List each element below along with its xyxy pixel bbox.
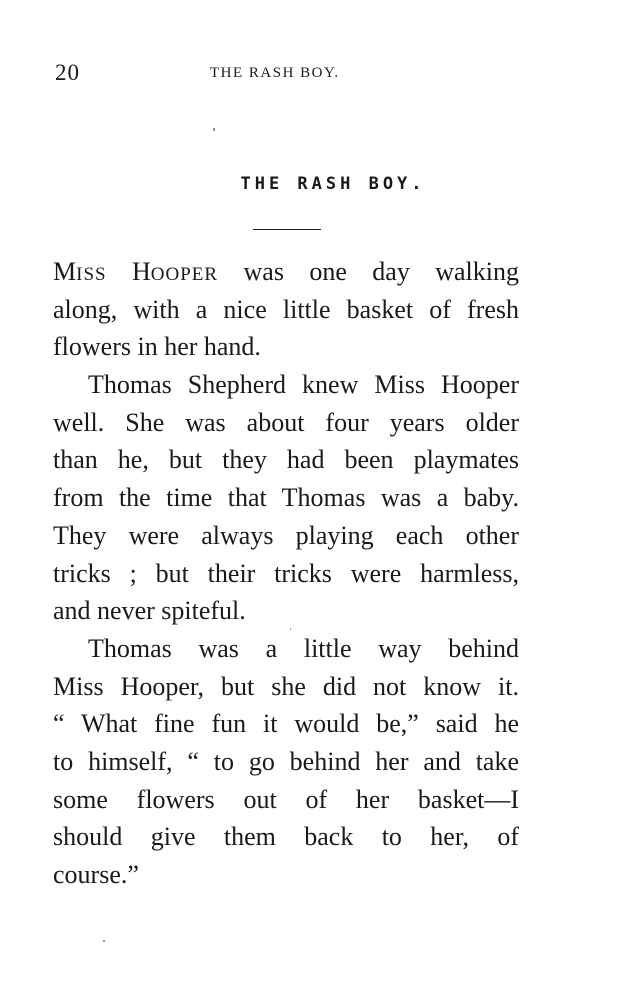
text-line: and never spiteful. — [53, 596, 246, 626]
text-line: course.” — [53, 860, 139, 889]
page-number: 20 — [55, 60, 80, 85]
text-line: along, with a nice little basket of fresh — [53, 294, 519, 324]
text-line: Thomas was a little way behind — [88, 633, 519, 663]
text-line: than he, but they had been playmates — [53, 445, 519, 475]
text-line: to himself, “ to go behind her and take — [53, 746, 519, 776]
chapter-title: THE RASH BOY. — [240, 174, 426, 194]
paper-speck — [103, 940, 105, 942]
text-line: well. She was about four years older — [53, 407, 519, 437]
text-line: should give them back to her, of — [53, 822, 519, 852]
text-line: They were always playing each other — [53, 520, 519, 550]
paper-speck — [213, 128, 215, 131]
text-line: tricks ; but their tricks were harmless, — [53, 558, 519, 588]
text-line: flowers in her hand. — [53, 332, 261, 362]
text-line: Thomas Shepherd knew Miss Hooper — [88, 370, 519, 400]
running-head — [55, 60, 520, 90]
text-line: from the time that Thomas was a baby. — [53, 483, 519, 513]
text-line: Miss Hooper, but she did not know it. — [53, 671, 519, 701]
body-text — [53, 253, 519, 894]
running-title: THE RASH BOY. — [210, 65, 340, 81]
text-line: “ What fine fun it would be,” said he — [53, 709, 519, 739]
text-line: some flowers out of her basket—I — [53, 784, 519, 814]
text-line: MISS HOOPER was one day walking — [53, 257, 519, 286]
title-rule — [253, 229, 321, 230]
paper-speck — [290, 628, 291, 630]
